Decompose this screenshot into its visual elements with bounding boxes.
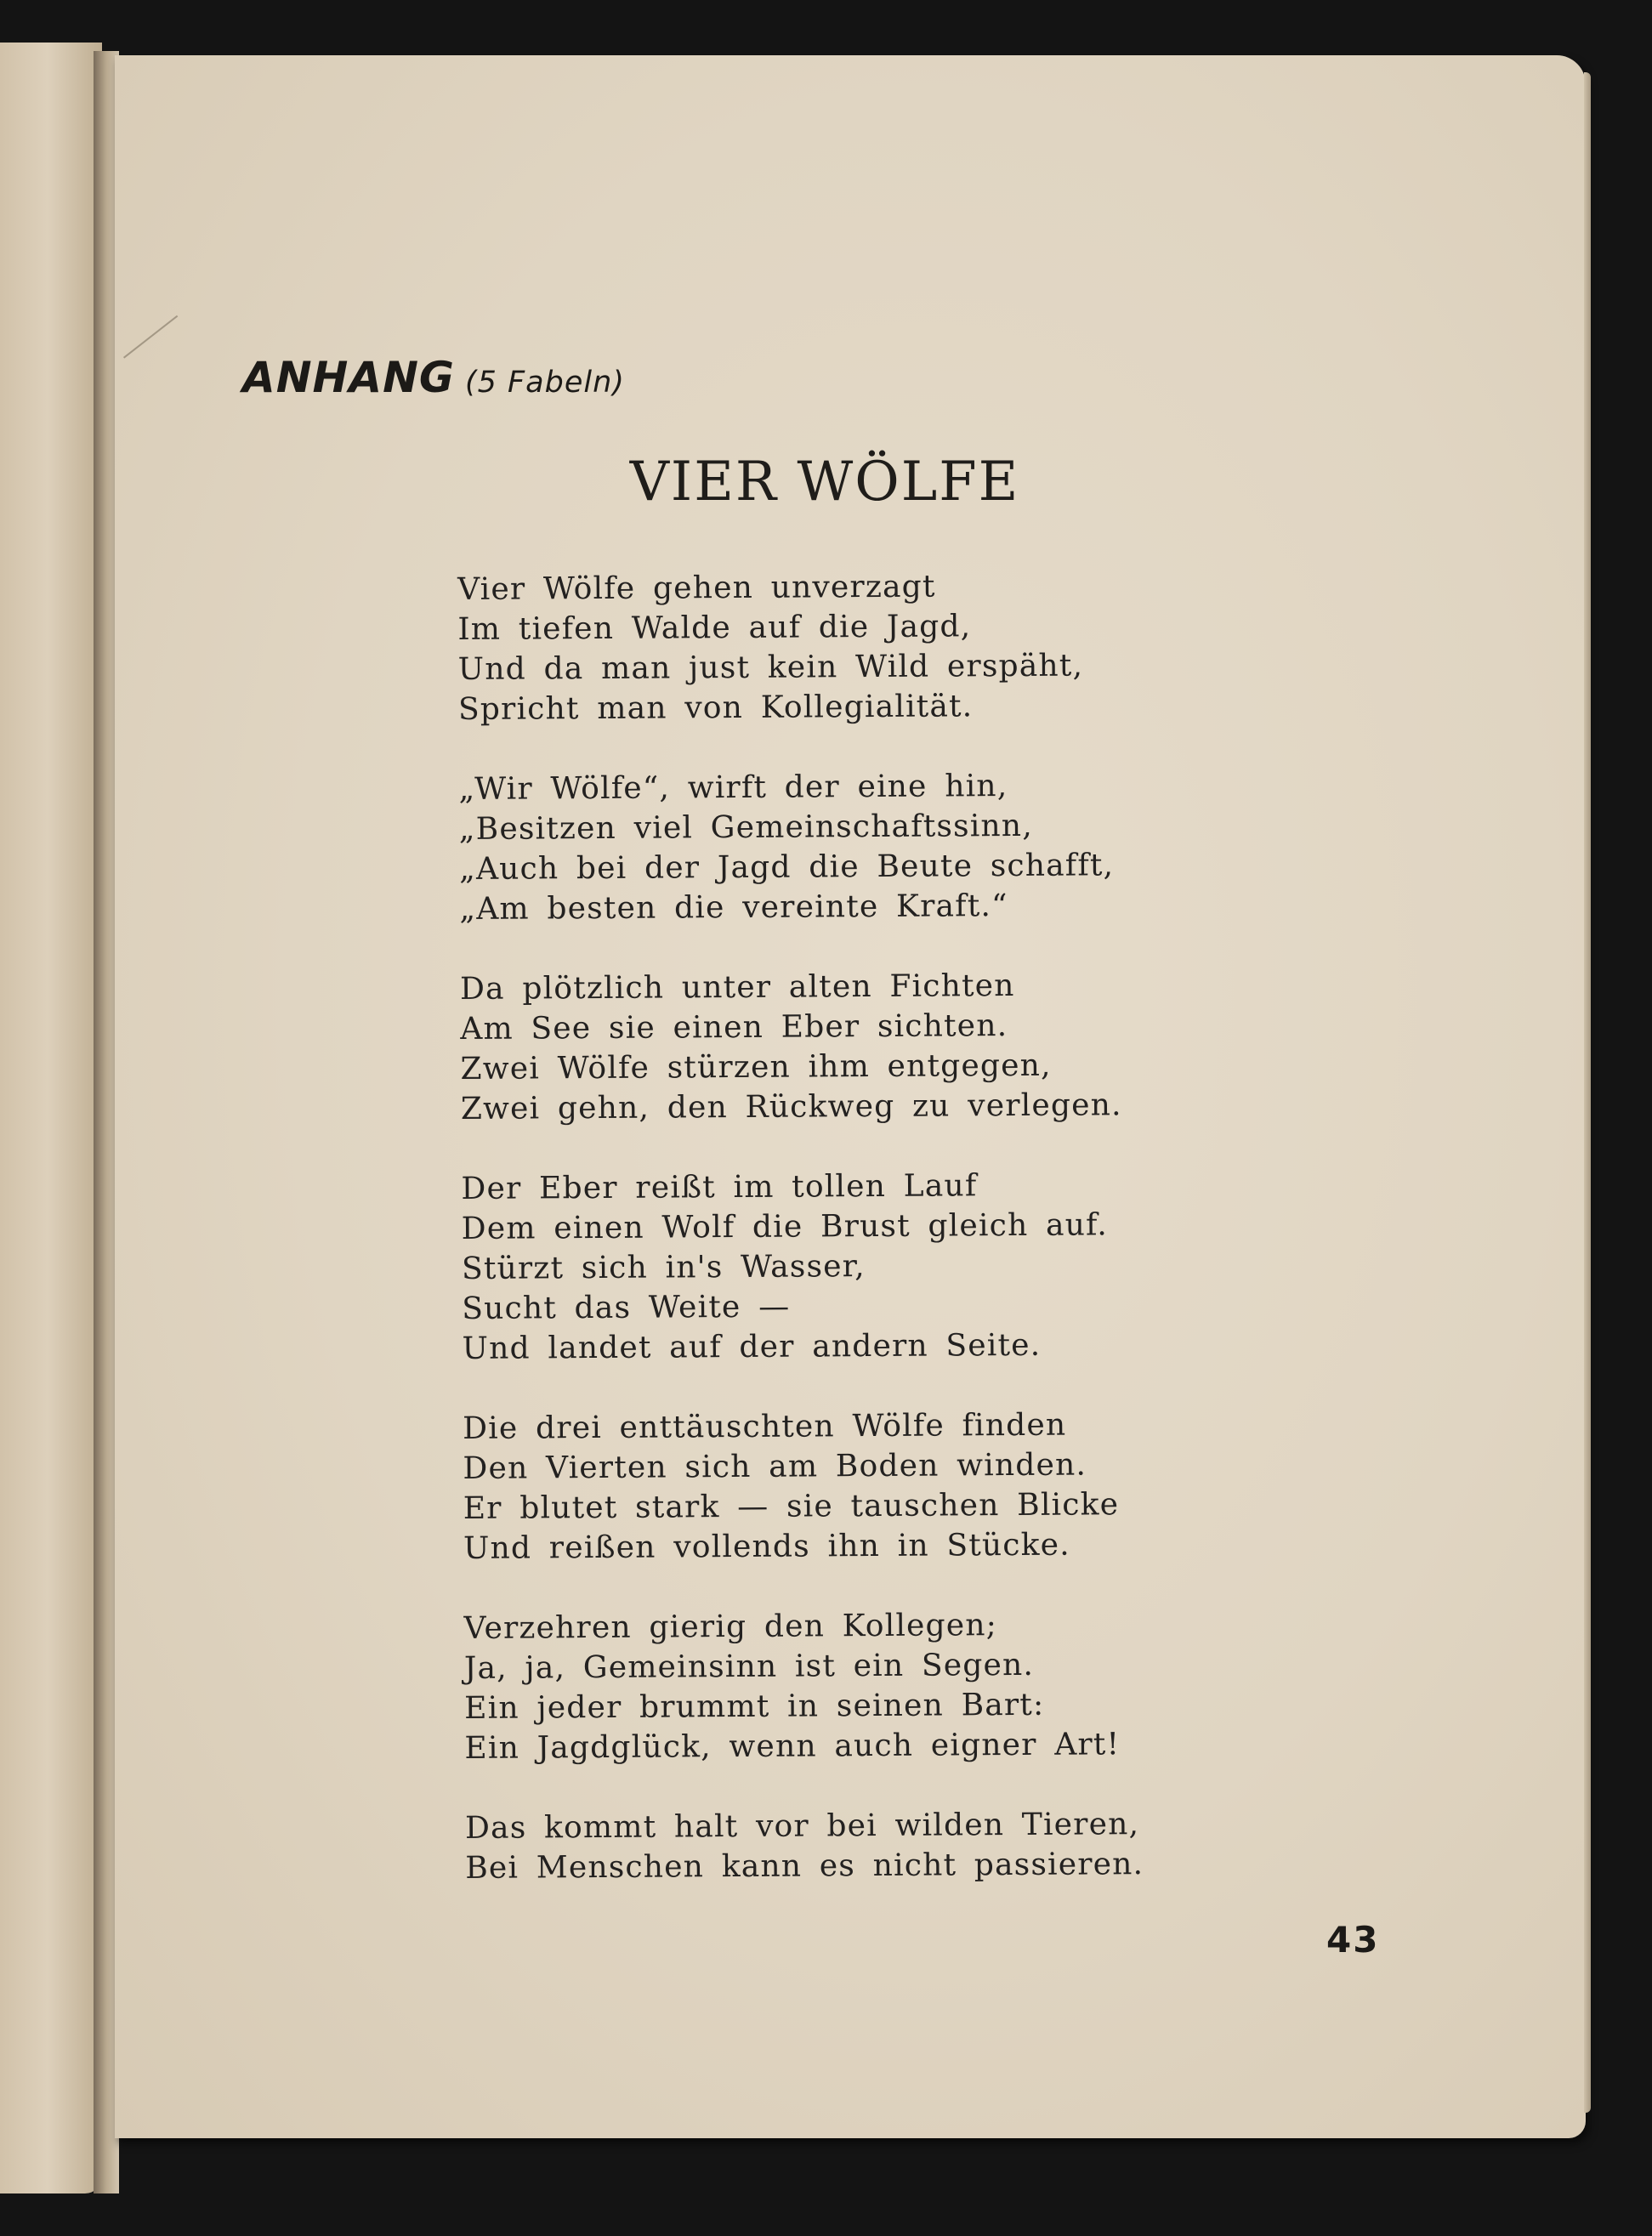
poem-line: Stürzt sich in's Wasser,: [461, 1249, 866, 1286]
pencil-mark: [123, 315, 178, 359]
poem-line: Zwei Wölfe stürzen ihm entgegen,: [460, 1047, 1052, 1087]
poem-line: Die drei enttäuschten Wölfe finden: [463, 1407, 1067, 1446]
poem-stanza: [461, 1164, 1269, 1369]
poem-line: Und landet auf der andern Seite.: [462, 1327, 1042, 1366]
poem-line: Bei Menschen kann es nicht passieren.: [465, 1847, 1144, 1886]
poem-line: „Wir Wölfe“, wirft der eine hin,: [458, 769, 1008, 807]
poem-stanza: [465, 1803, 1274, 1888]
poem-line: Spricht man von Kollegialität.: [457, 689, 974, 727]
poem-line: Und reißen vollends ihn in Stücke.: [463, 1527, 1070, 1566]
poem-line: Zwei gehn, den Rückweg zu verlegen.: [460, 1087, 1122, 1127]
poem-line: Ein jeder brummt in seinen Bart:: [464, 1687, 1045, 1726]
section-heading: [242, 353, 625, 402]
poem-title: VIER WÖLFE: [629, 451, 1020, 514]
poem-line: Vier Wölfe gehen unverzagt: [457, 569, 936, 607]
poem-body: [457, 565, 1274, 1928]
poem-line: Da plötzlich unter alten Fichten: [459, 968, 1015, 1007]
poem-line: Im tiefen Walde auf die Jagd,: [457, 609, 972, 647]
poem-stanza: [457, 565, 1266, 729]
poem-line: „Am besten die vereinte Kraft.“: [459, 888, 1008, 927]
page-edge: [1584, 72, 1591, 2113]
book-page: [115, 55, 1586, 2138]
poem-line: Den Vierten sich am Boden winden.: [463, 1447, 1087, 1486]
poem-stanza: [463, 1603, 1272, 1768]
poem-line: Er blutet stark — sie tauschen Blicke: [463, 1487, 1120, 1526]
left-page-edge: [0, 43, 102, 2193]
poem-line: Verzehren gierig den Kollegen;: [463, 1608, 998, 1646]
poem-stanza: [463, 1404, 1271, 1569]
poem-line: Dem einen Wolf die Brust gleich auf.: [461, 1207, 1109, 1246]
poem-line: Sucht das Weite —: [462, 1289, 791, 1326]
poem-line: Ein Jagdglück, wenn auch eigner Art!: [464, 1727, 1121, 1766]
page-number: 43: [1326, 1919, 1380, 1961]
poem-line: „Auch bei der Jagd die Beute schafft,: [459, 848, 1115, 887]
poem-line: „Besitzen viel Gemeinschaftssinn,: [458, 808, 1034, 847]
poem-line: Das kommt halt vor bei wilden Tieren,: [464, 1807, 1140, 1846]
poem-line: Ja, ja, Gemeinsinn ist ein Segen.: [463, 1647, 1035, 1686]
poem-stanza: [460, 964, 1269, 1129]
poem-stanza: [458, 764, 1267, 929]
poem-line: Der Eber reißt im tollen Lauf: [461, 1168, 978, 1206]
section-sublabel: (5 Fabeln): [464, 366, 625, 400]
section-label: ANHANG: [242, 353, 455, 402]
poem-line: Und da man just kein Wild erspäht,: [457, 648, 1084, 687]
poem-line: Am See sie einen Eber sichten.: [460, 1008, 1008, 1047]
